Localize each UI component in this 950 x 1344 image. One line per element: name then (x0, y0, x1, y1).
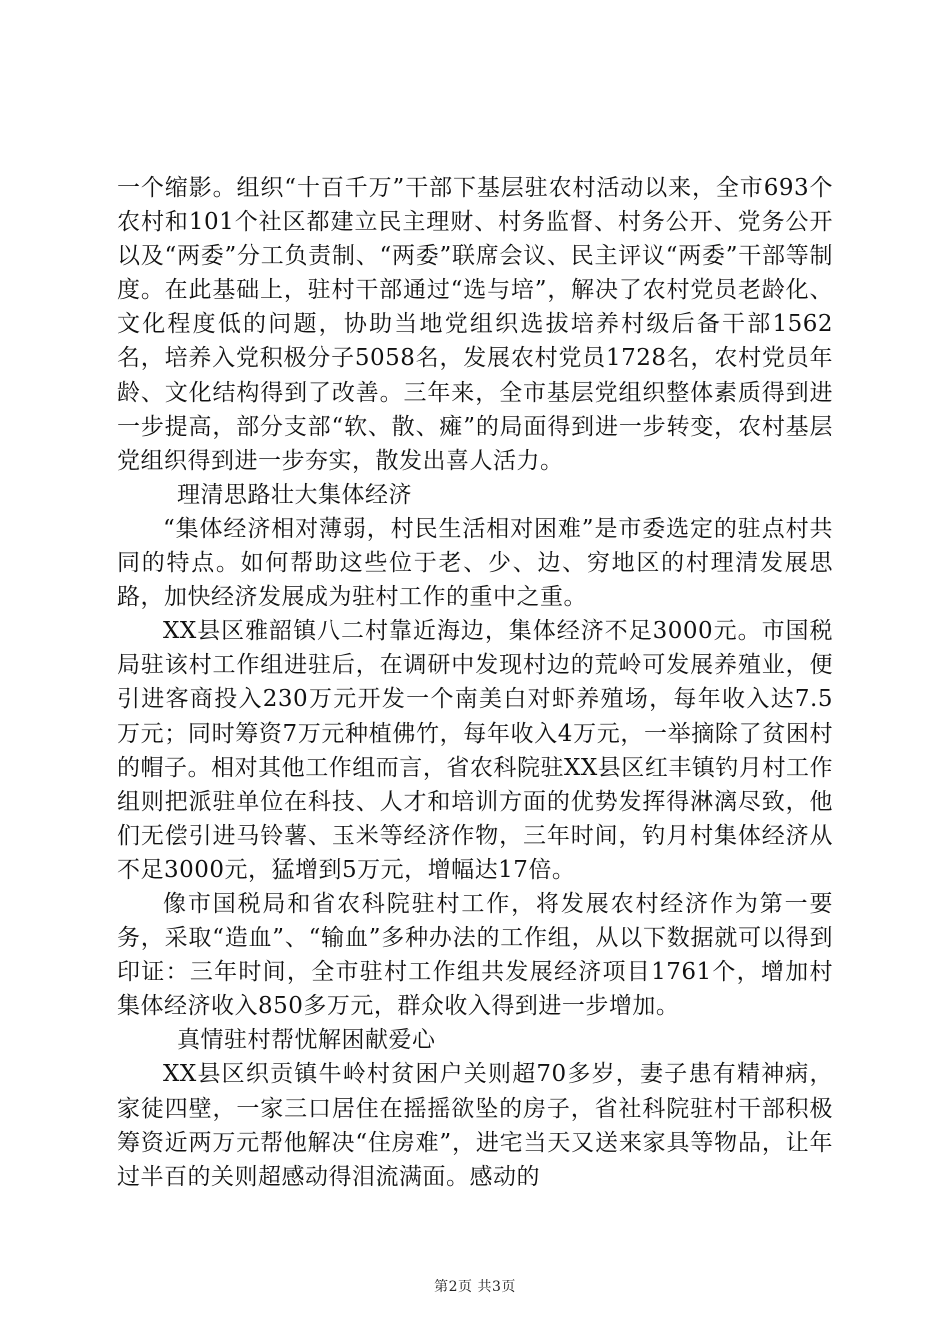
paragraph-statistics: 像市国税局和省农科院驻村工作，将发展农村经济作为第一要务，采取“造血”、“输血”多种办法的工作组，从以下数据就可以得到印证：三年时间，全市驻村工作组共发展经济项目1761个，增加村集体经济收入850多万元，群众收入得到进一步增加。 (117, 890, 833, 1020)
document-body (117, 171, 833, 1194)
paragraph-continuation: 一个缩影。组织“十百千万”干部下基层驻农村活动以来，全市693个农村和101个社区都建立民主理财、村务监督、村务公开、党务公开以及“两委”分工负责制、“两委”联席会议、民主评议“两委”干部等制度。在此基础上，驻村干部通过“选与培”，解决了农村党员老龄化、文化程度低的问题，协助当地党组织选拔培养村级后备干部1562名，培养入党积极分子5058名，发展农村党员1728名，农村党员年龄、文化结构得到了改善。三年来，全市基层党组织整体素质得到进一步提高，部分支部“软、散、瘫”的局面得到进一步转变，农村基层党组织得到进一步夯实，散发出喜人活力。 (117, 175, 833, 474)
page-footer: 第2页 共3页 (434, 1279, 516, 1295)
paragraph-collective-economy-intro: “集体经济相对薄弱，村民生活相对困难”是市委选定的驻点村共同的特点。如何帮助这些位于老、少、边、穷地区的村理清发展思路，加快经济发展成为驻村工作的重中之重。 (117, 515, 833, 611)
section-heading-help-villagers: 真情驻村帮忧解困献爱心 (177, 1027, 436, 1054)
section-heading-collective-economy: 理清思路壮大集体经济 (177, 481, 412, 508)
paragraph-villager-story: XX县区织贡镇牛岭村贫困户关则超70多岁，妻子患有精神病，家徒四壁，一家三口居住在摇摇欲坠的房子，省社科院驻村干部积极筹资近两万元帮他解决“住房难”，进宅当天又送来家具等物品，让年过半百的关则超感动得泪流满面。感动的 (117, 1061, 833, 1190)
paragraph-village-examples: XX县区雅韶镇八二村靠近海边，集体经济不足3000元。市国税局驻该村工作组进驻后，在调研中发现村边的荒岭可发展养殖业，便引进客商投入230万元开发一个南美白对虾养殖场，每年收入达7.5万元；同时筹资7万元种植佛竹，每年收入4万元，一举摘除了贫困村的帽子。相对其他工作组而言，省农科院驻XX县区红丰镇钓月村工作组则把派驻单位在科技、人才和培训方面的优势发挥得淋漓尽致，他们无偿引进马铃薯、玉米等经济作物，三年时间，钓月村集体经济从不足3000元，猛增到5万元，增幅达17倍。 (117, 618, 833, 883)
